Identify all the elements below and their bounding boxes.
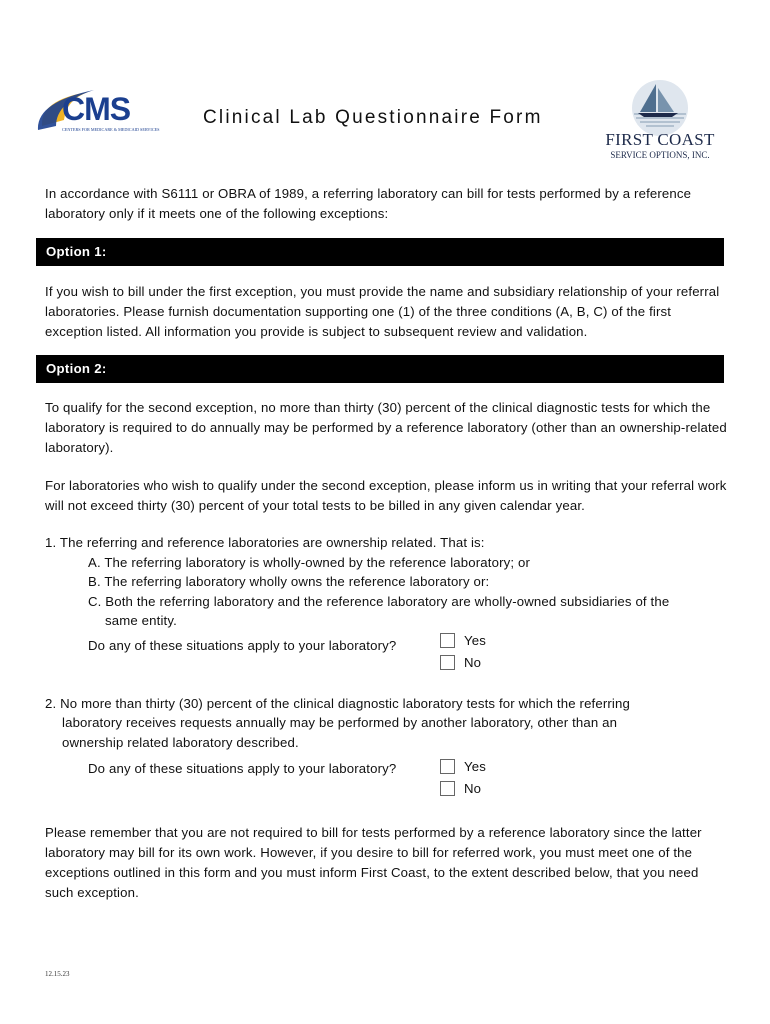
q1-option-b: B. The referring laboratory wholly owns the reference laboratory or:	[88, 574, 490, 589]
fc-name: FIRST COAST	[605, 130, 715, 149]
q1-option-c: C. Both the referring laboratory and the reference laboratory are wholly-owned subsidiaries of the	[88, 594, 670, 609]
q2-text-line1: 2. No more than thirty (30) percent of the clinical diagnostic laboratory tests for which the referring	[45, 696, 630, 711]
first-coast-logo	[592, 78, 728, 162]
q2-text-line2: laboratory receives requests annually may be performed by another laboratory, other than an	[62, 715, 618, 730]
cms-logo-text: CMS	[62, 91, 131, 127]
q2-no-checkbox[interactable]	[440, 781, 455, 796]
q2-text-line3: ownership related laboratory described.	[62, 735, 299, 750]
q1-option-c-cont: same entity.	[105, 613, 177, 628]
intro-text: In accordance with S6111 or OBRA of 1989, a referring laboratory can bill for tests performed by a reference laboratory only if it meets one of the following exceptions:	[45, 186, 692, 221]
form-title: Clinical Lab Questionnaire Form	[203, 107, 543, 128]
footer-date: 12.15.23	[45, 970, 70, 978]
q1-text: 1. The referring and reference laboratories are ownership related. That is:	[45, 535, 485, 550]
header	[0, 0, 770, 170]
option2-text-2: For laboratories who wish to qualify under the second exception, please inform us in writing that your referral work will not exceed thirty (30) percent of your total tests to be billed in any given calendar year.	[45, 478, 727, 513]
q1-option-a: A. The referring laboratory is wholly-owned by the reference laboratory; or	[88, 555, 531, 570]
option2-heading: Option 2:	[46, 361, 107, 376]
closing-text: Please remember that you are not required to bill for tests performed by a reference laboratory since the latter laboratory may bill for its own work. However, if you desire to bill for referred work, you must meet one of the exceptions outlined in this form and you must inform First Coast, to the extent described below, that you need such exception.	[45, 825, 702, 900]
cms-logo	[36, 86, 180, 136]
cms-tagline: CENTERS FOR MEDICARE & MEDICAID SERVICES	[62, 127, 160, 132]
q1-yes-checkbox[interactable]	[440, 633, 455, 648]
q1-no-label: No	[464, 655, 482, 670]
option2-text-1: To qualify for the second exception, no more than thirty (30) percent of the clinical diagnostic tests for which the laboratory is required to do annually may be performed by a reference laboratory (other than an ownership-related laboratory).	[45, 400, 727, 455]
q1-prompt: Do any of these situations apply to your laboratory?	[88, 638, 397, 653]
option1-heading: Option 1:	[46, 244, 107, 259]
q2-yes-checkbox[interactable]	[440, 759, 455, 774]
option1-bar	[36, 238, 724, 266]
q2-yes-label: Yes	[464, 759, 486, 774]
q1-no-checkbox[interactable]	[440, 655, 455, 670]
q2-no-label: No	[464, 781, 482, 796]
fc-sub: SERVICE OPTIONS, INC.	[610, 150, 710, 160]
q1-yes-label: Yes	[464, 633, 486, 648]
q2-prompt: Do any of these situations apply to your laboratory?	[88, 761, 397, 776]
option2-bar	[36, 355, 724, 383]
option1-text: If you wish to bill under the first exception, you must provide the name and subsidiary relationship of your referral laboratories. Please furnish documentation supporting one (1) of the three conditions (A, B, C) of the first exception listed. All information you provide is subject to subsequent review and validation.	[45, 284, 720, 339]
